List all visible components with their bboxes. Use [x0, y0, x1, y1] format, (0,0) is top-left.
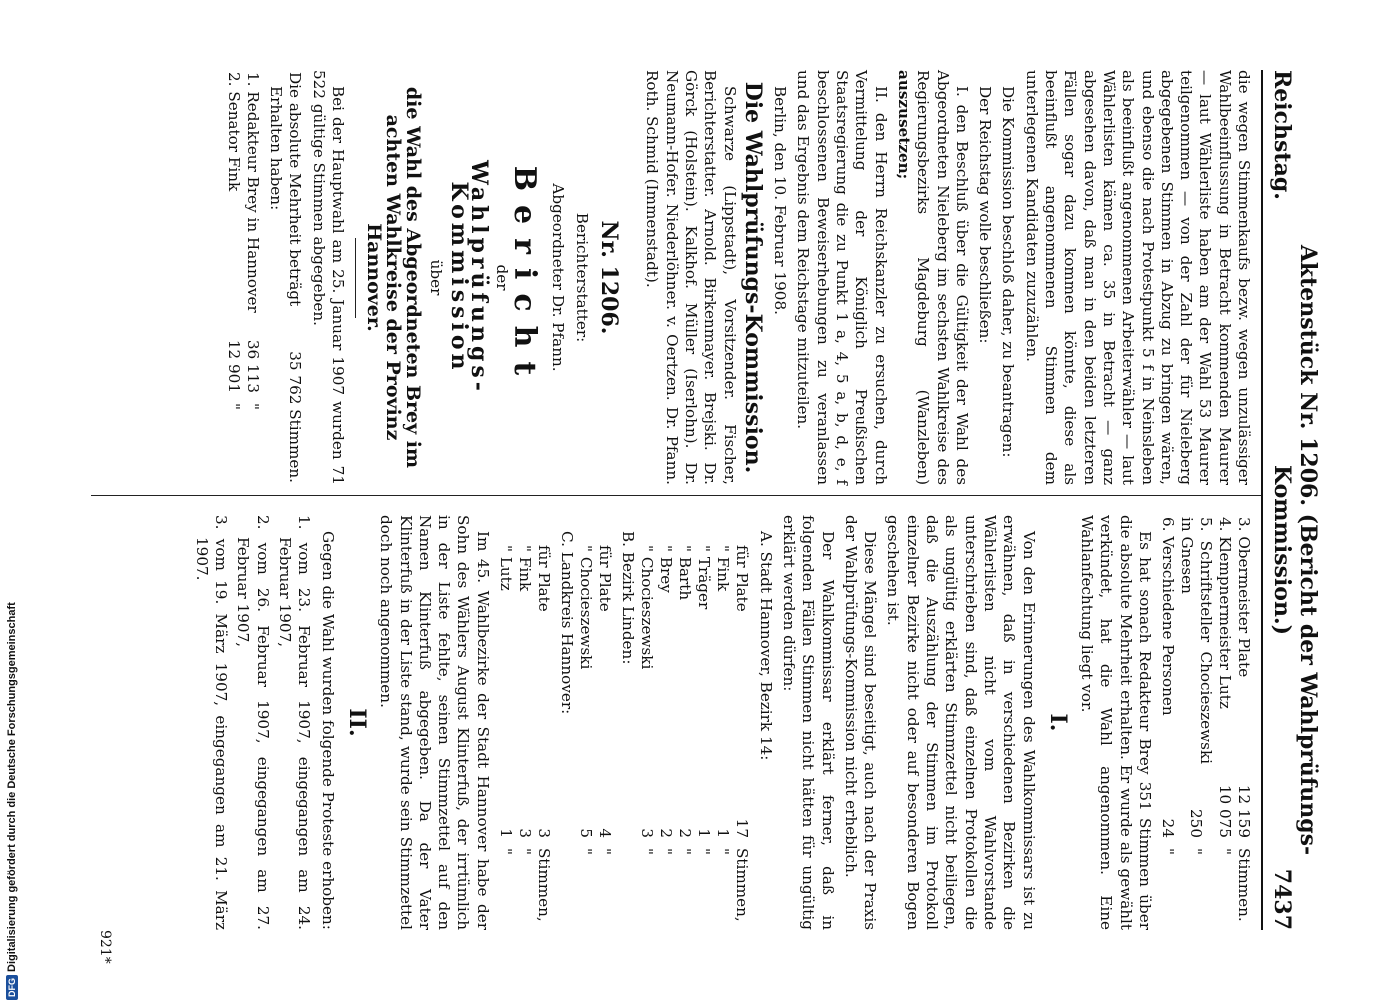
report-subject: die Wahl des Abgeordneten Brey im achten Wahlkreise der Provinz Hannover.	[363, 86, 424, 469]
result-label: 1. Redakteur Brey in Hannover	[243, 72, 262, 313]
section-a-table	[637, 515, 751, 930]
dfg-logo-icon: DFG	[6, 975, 18, 1000]
dfg-credit-text: Digitalisierung gefördert durch die Deutsche Forschungsgemeinschaft	[6, 602, 18, 972]
row-unit: Stimmen,	[534, 848, 553, 922]
row-value: 3	[515, 828, 534, 838]
separator-rule	[355, 238, 356, 318]
result-value: 10 075	[1216, 784, 1234, 838]
result-unit: "	[1159, 848, 1177, 855]
row-value: 2	[657, 828, 676, 838]
protest-list	[192, 515, 314, 930]
report-title: Bericht	[507, 165, 543, 390]
row-value: 1	[714, 828, 733, 838]
right-column	[189, 515, 1253, 930]
table-row	[732, 515, 751, 930]
result-label: 3. Obermeister Plate	[1235, 517, 1253, 678]
row-unit: "	[496, 848, 515, 855]
section-c-heading: C. Landkreis Hannover:	[558, 531, 577, 715]
result-value: 12 901	[224, 339, 243, 393]
row-label: " Chocieszewski	[638, 545, 657, 670]
row-label: " Barth	[676, 545, 695, 601]
page-number-bottom: 921*	[97, 930, 113, 964]
reporter-name: Abgeordneter Dr. Pfann.	[549, 183, 568, 372]
row-unit: "	[714, 848, 733, 855]
row-unit: "	[638, 848, 657, 855]
section-b-table	[576, 515, 614, 930]
document-number: Nr. 1206.	[596, 220, 623, 335]
result-unit: "	[1216, 848, 1234, 855]
header-left: Reichstag.	[1269, 70, 1295, 200]
table-row	[675, 515, 694, 930]
result-value: 36 113	[243, 339, 262, 393]
row-label: " Träger	[695, 545, 714, 610]
result-label: 6. Verschiedene Personen	[1159, 517, 1177, 716]
table-row	[224, 70, 243, 485]
table-row	[1177, 515, 1215, 930]
row-label: " Lutz	[496, 545, 515, 591]
row-label: " Fink	[714, 545, 733, 592]
row-label: für Plate	[534, 545, 553, 612]
section-c-table	[496, 515, 553, 930]
row-label: für Plate	[596, 545, 615, 612]
row-label: für Plate	[733, 545, 752, 612]
reporter-label: Berichterstatter:	[572, 212, 591, 343]
table-row	[1215, 515, 1234, 930]
result-label: 4. Klempnermeister Lutz	[1216, 517, 1234, 709]
list-item: 1. vom 23. Februar 1907, eingegangen am 24. Februar 1907,	[276, 515, 314, 930]
page-header	[1261, 70, 1321, 930]
row-value: 1	[496, 828, 515, 838]
paragraph: Es hat sonach Redakteur Brey 351 Stimmen über die absolute Mehrheit erhalten. Er wurde als gewählt verkündet, hat die Wahl angenommen. Eine Wahlanfechtung liegt vor.	[1078, 515, 1154, 930]
table-row	[694, 515, 713, 930]
row-label: " Brey	[657, 545, 676, 593]
table-row	[713, 515, 732, 930]
list-item: 2. vom 26. Februar 1907, eingegangen am 27. Februar 1907,	[234, 515, 272, 930]
row-unit: "	[515, 848, 534, 855]
row-unit: "	[657, 848, 676, 855]
result-unit: "	[224, 403, 243, 410]
result-unit: "	[243, 403, 262, 410]
row-value: 4	[596, 828, 615, 838]
row-value: 2	[676, 828, 695, 838]
report-ueber: über	[427, 259, 446, 296]
paragraph: Diese Mängel sind beseitigt, auch nach der Praxis der Wahlprüfungs-Kommission nicht erheblich.	[841, 515, 880, 930]
row-value: 5	[577, 828, 596, 838]
result-value: 250	[1187, 809, 1206, 838]
paragraph: Im 45. Wahlbezirke der Stadt Hannover habe der Sohn des Wählers August Klinterfuß, der irrtümlich in der Liste fehlte, seinen Stimmzettel auf den Namen Klinterfuß abgegeben. Da der Vater Klinterfuß in der Liste stand, wurde sein Stimmzettel doch noch angenommen.	[377, 515, 492, 930]
section-a-heading: A. Stadt Hannover, Bezirk 14:	[756, 531, 775, 761]
table-row	[515, 515, 534, 930]
list-item: 3. vom 19. März 1907, eingegangen am 21. März 1907.	[192, 515, 231, 930]
paragraph: Von den Erinnerungen des Wahlkommissars ist zu erwähnen, daß in verschiedenen Bezirken die Wählerlisten nicht vom Wahlvorstande unterschrieben sind, daß einzelnen Protokollen die als ungültig erklärten Stimmzettel nicht beiliegen, daß die Auszählung der Stimmen im Protokoll einzelner Bezirke nicht oder auf besonderen Bogen geschehen ist.	[884, 515, 1038, 930]
section-roman-1: I.	[1044, 713, 1071, 732]
motion-item-1	[894, 70, 971, 485]
result-unit: Stimmen.	[1235, 848, 1253, 922]
dfg-credit	[6, 602, 18, 1000]
paragraph: Erhalten haben:	[267, 86, 286, 211]
table-row	[1234, 515, 1253, 930]
row-value: 1	[695, 828, 714, 838]
result-unit: "	[1187, 848, 1206, 855]
motion-text: I. den Beschluß über die Gültigkeit der Wahl des Abgeordneten Nieleberg im sechsten Wahlkreise des Regierungsbezirks Magdeburg (Wanzleben)	[914, 70, 971, 485]
majority-line	[285, 70, 304, 485]
paragraph: Der Wahlkommissar erklärt ferner, daß in folgenden Fällen Stimmen nicht hätten für ungültig erklärt werden dürfen:	[779, 515, 837, 930]
result-value: 24	[1159, 818, 1177, 838]
majority-label: Die absolute Mehrheit beträgt	[286, 72, 305, 307]
page-number-top: 7437	[1269, 868, 1295, 930]
table-row	[637, 515, 656, 930]
row-label: " Chocieszewski	[577, 545, 596, 670]
report-commission: Wahlprüfungs-Kommission	[446, 160, 492, 395]
motion-emphasis: auszusetzen;	[894, 70, 913, 180]
report-der: der	[492, 264, 511, 291]
paragraph: Die Kommission beschloß daher, zu beantragen:	[999, 86, 1018, 458]
commission-heading: Die Wahlprüfungs-Kommission.	[739, 81, 766, 474]
row-unit: "	[577, 848, 596, 855]
members-list: Schwarze (Lippstadt), Vorsitzender. Fischer, Berichterstatter. Arnold. Birkenmayer. Brejski. Dr. Görck (Holstein). Kalkhof. Müller (Iserlohn). Dr. Neumann-Hofer. Niederlöhner. v. Oertzen. Dr. Pfann. Roth. Schmid (Immenstadt).	[643, 70, 739, 485]
table-row	[576, 515, 595, 930]
row-unit: "	[695, 848, 714, 855]
result-label: 2. Senator Fink	[224, 72, 243, 192]
table-row	[656, 515, 675, 930]
table-row	[595, 515, 614, 930]
table-row	[496, 515, 515, 930]
paragraph: Bei der Hauptwahl am 25. Januar 1907 wurden 71 522 gültige Stimmen abgegeben.	[309, 70, 347, 485]
paragraph: Gegen die Wahl wurden folgende Proteste erhoben:	[318, 531, 337, 930]
row-unit: Stimmen,	[733, 848, 752, 922]
column-divider	[91, 495, 1261, 496]
paragraph: die wegen Stimmenkaufs bezw. wegen unzulässiger Wahlbeeinflussung in Betracht kommenden Maurer — laut Wählerliste haben am der Wahl 53 Maurer teilgenommen — von der Zahl der für Nieleberg abgegebenen Stimmen in Abzug zu bringen wären, und ebenso die nach Protestpunkt 5 f in Neinsleben als beeinflußt angenommenen Arbeiterwähler — laut Wählerlisten kämen ca. 35 in Betracht — ganz abgesehen davon, daß man in den beiden letzteren Fällen sogar dazu kommen könnte, diese als beeinflußt angenommenen Stimmen dem unterlegenen Kandidaten zuzuzählen.	[1022, 70, 1253, 485]
paragraph: Der Reichstag wolle beschließen:	[976, 86, 995, 344]
table-row	[243, 70, 262, 485]
header-title: Aktenstück Nr. 1206. (Bericht der Wahlprüfungs-Kommission.)	[1269, 244, 1321, 856]
row-value: 3	[534, 828, 553, 838]
row-unit: "	[676, 848, 695, 855]
section-b-heading: B. Bezirk Linden:	[619, 531, 638, 665]
result-value: 12 159	[1235, 784, 1253, 838]
row-value: 3	[638, 828, 657, 838]
majority-value: 35 762 Stimmen.	[286, 351, 305, 483]
section-roman-2: II.	[343, 708, 370, 737]
results-table-right	[1158, 515, 1253, 930]
motion-item-2: II. den Herrn Reichskanzler zu ersuchen, durch Vermittelung der Königlich Preußischen Staatsregierung die zu Punkt 1 a, 4, 5 a, b, d, e, f beschlossenen Beweiserhebungen zu veranlassen und das Ergebnis dem Reichstage mitzuteilen.	[794, 70, 890, 485]
date-line: Berlin, den 10. Februar 1908.	[771, 86, 790, 315]
left-column	[224, 70, 1253, 485]
row-label: " Fink	[515, 545, 534, 592]
result-label: 5. Schriftsteller Chocieszewski in Gnesen	[1178, 517, 1215, 764]
results-table-left	[224, 70, 262, 485]
table-row	[534, 515, 553, 930]
row-value: 17	[733, 818, 752, 838]
row-unit: "	[596, 848, 615, 855]
table-row	[1158, 515, 1177, 930]
